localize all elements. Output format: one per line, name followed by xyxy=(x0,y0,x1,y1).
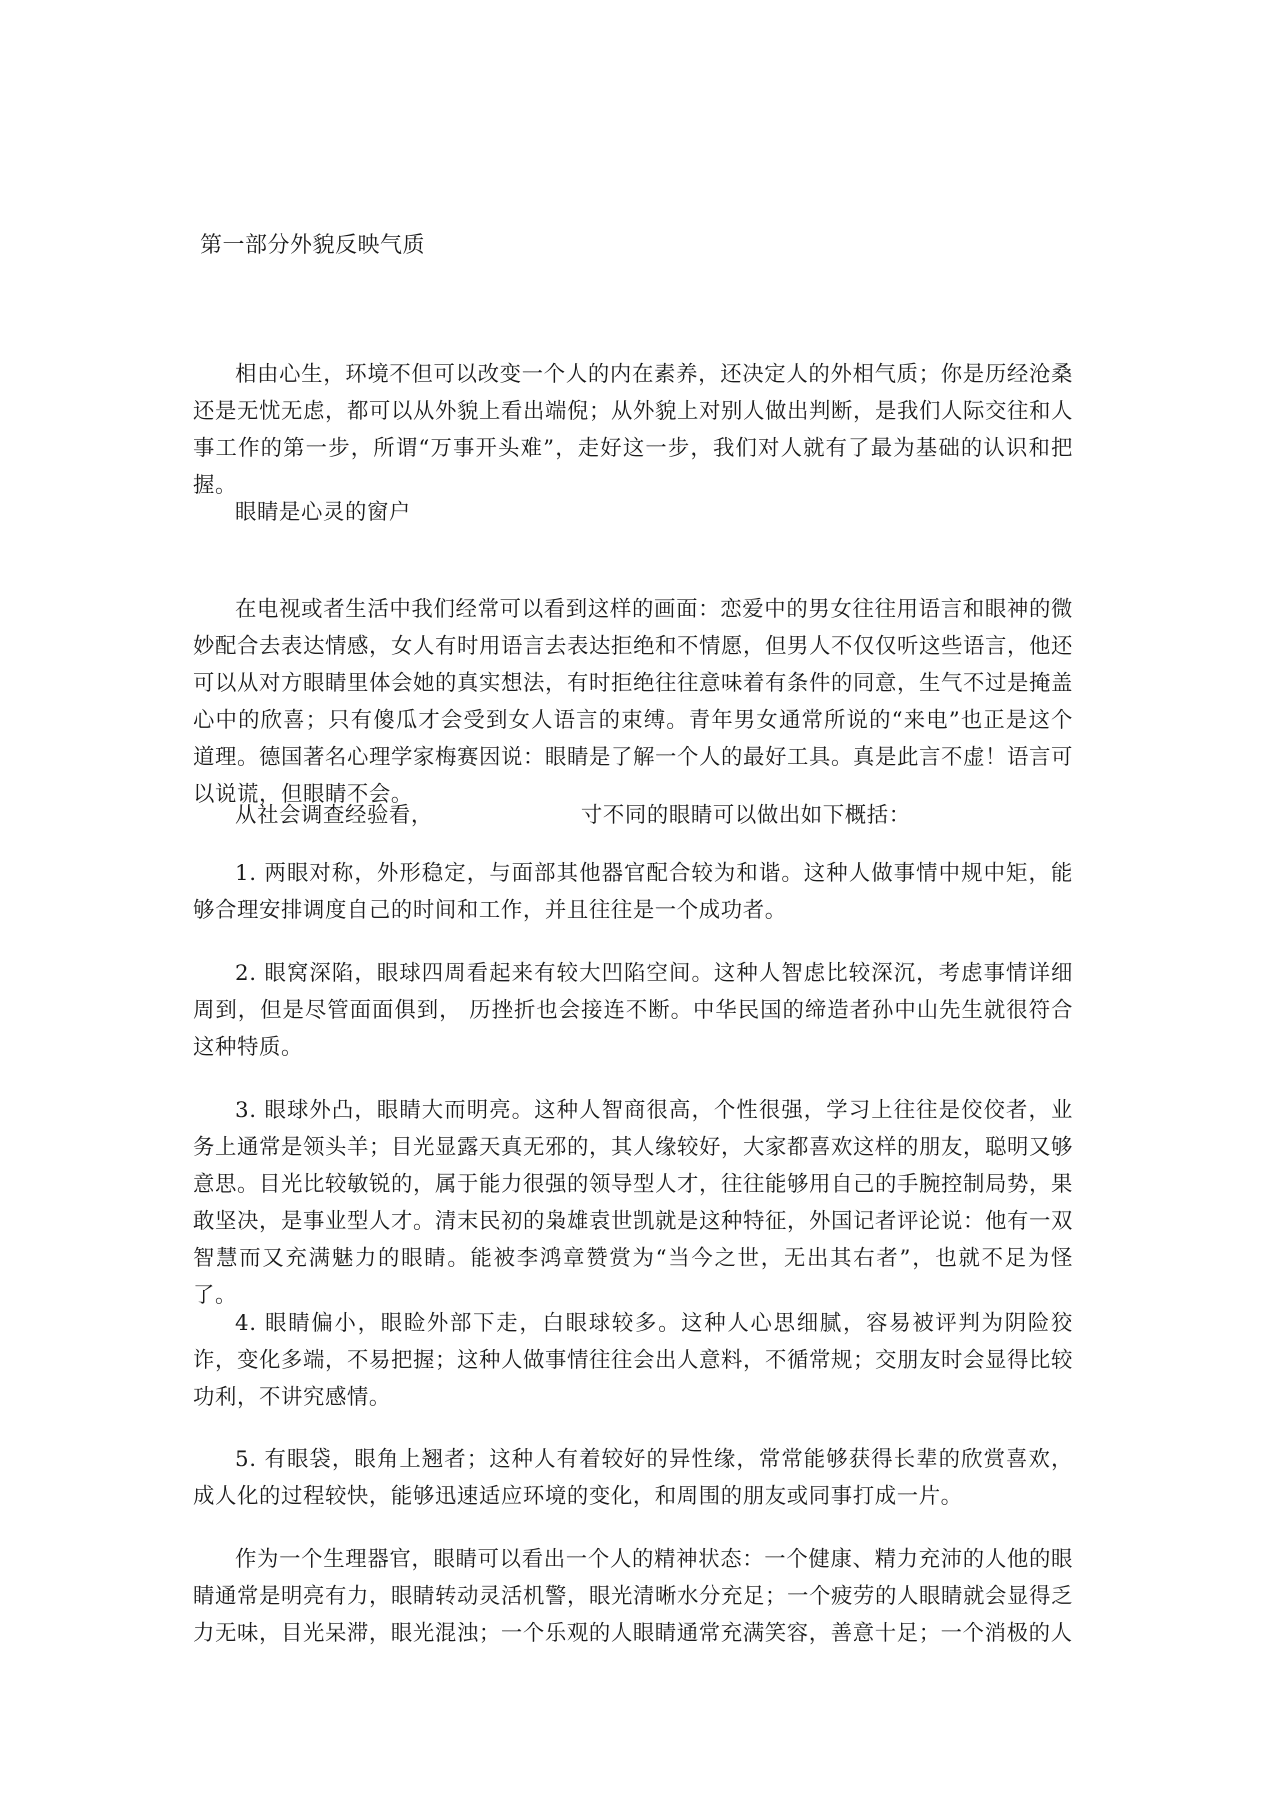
section-heading: 第一部分外貌反映气质 xyxy=(200,233,426,258)
paragraph-survey-summary: 从社会调查经验看， 寸不同的眼睛可以做出如下概括： xyxy=(235,803,911,828)
list-item-2: 2. 眼窝深陷，眼球四周看起来有较大凹陷空间。这种人智虑比较深沉，考虑事情详细周到，但是尽管面面俱到， 历挫折也会接连不断。中华民国的缔造者孙中山先生就很符合这种特质。 xyxy=(193,961,1073,1060)
paragraph-eyes-expression: 在电视或者生活中我们经常可以看到这样的画面：恋爱中的男女往往用语言和眼神的微妙配合去表达情感，女人有时用语言去表达拒绝和不情愿，但男人不仅仅听这些语言，他还可以从对方眼睛里体会她的真实想法，有时拒绝往往意味着有条件的同意，生气不过是掩盖心中的欣喜；只有傻瓜才会受到女人语言的束缚。青年男女通常所说的“来电”也正是这个道理。德国著名心理学家梅赛因说：眼睛是了解一个人的最好工具。真是此言不虚！语言可以说谎，但眼睛不会。 xyxy=(193,597,1073,807)
subheading-eyes: 眼睛是心灵的窗户 xyxy=(235,500,411,525)
list-item-5: 5. 有眼袋，眼角上翘者；这种人有着较好的异性缘，常常能够获得长辈的欣赏喜欢，成人化的过程较快，能够迅速适应环境的变化，和周围的朋友或同事打成一片。 xyxy=(193,1447,1073,1509)
list-item-4: 4. 眼睛偏小，眼睑外部下走，白眼球较多。这种人心思细腻，容易被评判为阴险狡诈，变化多端，不易把握；这种人做事情往往会出人意料，不循常规；交朋友时会显得比较功利，不讲究感情。 xyxy=(193,1311,1073,1410)
paragraph-mental-state: 作为一个生理器官，眼睛可以看出一个人的精神状态：一个健康、精力充沛的人他的眼睛通常是明亮有力，眼睛转动灵活机警，眼光清晰水分充足；一个疲劳的人眼睛就会显得乏力无味，目光呆滞，眼光混浊；一个乐观的人眼睛通常充满笑容，善意十足；一个消极的人 xyxy=(193,1547,1073,1646)
paragraph-intro: 相由心生，环境不但可以改变一个人的内在素养，还决定人的外相气质；你是历经沧桑还是无忧无虑，都可以从外貌上看出端倪；从外貌上对别人做出判断，是我们人际交往和人事工作的第一步，所谓“万事开头难”，走好这一步，我们对人就有了最为基础的认识和把握。 xyxy=(193,362,1073,498)
list-item-1: 1. 两眼对称，外形稳定，与面部其他器官配合较为和谐。这种人做事情中规中矩，能够合理安排调度自己的时间和工作，并且往往是一个成功者。 xyxy=(193,861,1073,923)
list-item-3: 3. 眼球外凸，眼睛大而明亮。这种人智商很高，个性很强，学习上往往是佼佼者，业务上通常是领头羊；目光显露天真无邪的，其人缘较好，大家都喜欢这样的朋友，聪明又够意思。目光比较敏锐的，属于能力很强的领导型人才，往往能够用自己的手腕控制局势，果敢坚决，是事业型人才。清末民初的枭雄袁世凯就是这种特征，外国记者评论说：他有一双智慧而又充满魅力的眼睛。能被李鸿章赞赏为“当今之世，无出其右者”，也就不足为怪了。 xyxy=(193,1098,1073,1308)
